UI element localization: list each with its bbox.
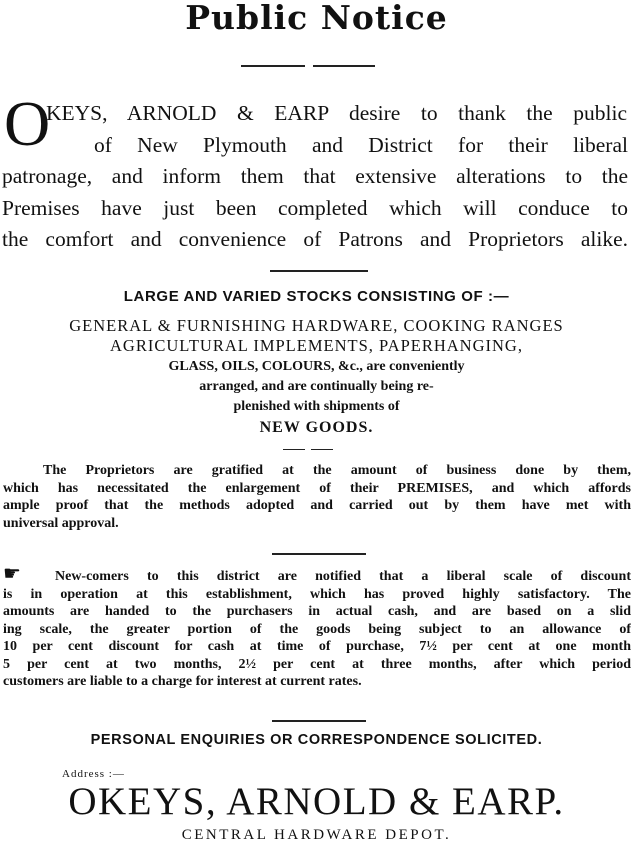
intro-paragraph: [0, 88, 633, 256]
arranged-line: plenished with shipments of: [233, 399, 400, 414]
new-goods: NEW GOODS.: [259, 419, 374, 436]
section-rule: [270, 270, 368, 272]
drop-cap: O: [4, 88, 51, 159]
depot-name: CENTRAL HARDWARE DEPOT.: [181, 827, 452, 843]
paragraph-line: ample proof that the methods adopted and carried out by them have met with: [3, 498, 631, 513]
section-rule: [272, 720, 366, 722]
gratified-paragraph: [3, 462, 631, 532]
address-label: Address :—: [62, 768, 125, 780]
paragraph-line: [3, 566, 631, 586]
paragraph-line: which has necessitated the enlargement of their PREMISES, and which affords: [3, 480, 631, 496]
paragraph-line: The Proprietors are gratified at the amount of business done by them,: [43, 463, 631, 478]
title-rule-left: [241, 65, 305, 67]
arranged-line: arranged, and are continually being re-: [199, 379, 434, 394]
paragraph-line: 5 per cent at two months, 2½ per cent at three months, after which period: [3, 656, 631, 672]
discount-paragraph: [3, 566, 631, 691]
stocks-heading: LARGE AND VARIED STOCKS CONSISTING OF :—: [123, 288, 510, 305]
enquiries-line: PERSONAL ENQUIRIES OR CORRESPONDENCE SOLICITED.: [90, 732, 543, 748]
stock-line: AGRICULTURAL IMPLEMENTS, PAPERHANGING,: [110, 336, 523, 355]
pointing-hand-icon: ☛: [3, 566, 21, 585]
intro-line: the comfort and convenience of Patrons and Proprietors alike.: [2, 227, 628, 251]
arranged-line: GLASS, OILS, COLOURS, &c., are conveniently: [168, 359, 465, 374]
paragraph-line: customers are liable to a charge for interest at current rates.: [3, 674, 362, 689]
notice-title: Public Notice: [185, 0, 448, 37]
paragraph-line: amounts are handed to the purchasers in actual cash, and are based on a slid: [3, 604, 631, 619]
stock-line: GENERAL & FURNISHING HARDWARE, COOKING RANGES: [69, 316, 564, 335]
section-rule: [272, 553, 366, 555]
section-rule: [311, 449, 333, 450]
paragraph-line: 10 per cent discount for cash at time of purchase, 7½ per cent at one month: [3, 639, 631, 654]
intro-line: of New Plymouth and District for their liberal: [94, 132, 628, 157]
paragraph-line-text: New-comers to this district are notified that a liberal scale of discount: [55, 569, 631, 584]
intro-line: KEYS, ARNOLD & EARP desire to thank the public: [46, 101, 627, 125]
intro-line: patronage, and inform them that extensive alterations to the: [2, 164, 628, 188]
section-rule: [283, 449, 305, 450]
intro-line: Premises have just been completed which will conduce to: [2, 195, 628, 220]
paragraph-line: is in operation at this establishment, which has proved highly satisfactory. The: [3, 586, 631, 602]
paragraph-line: ing scale, the greater portion of the goods being subject to an allowance of: [3, 621, 631, 637]
firm-name: OKEYS, ARNOLD & EARP.: [68, 780, 565, 823]
paragraph-line: universal approval.: [3, 515, 119, 531]
title-rule-right: [313, 65, 375, 67]
